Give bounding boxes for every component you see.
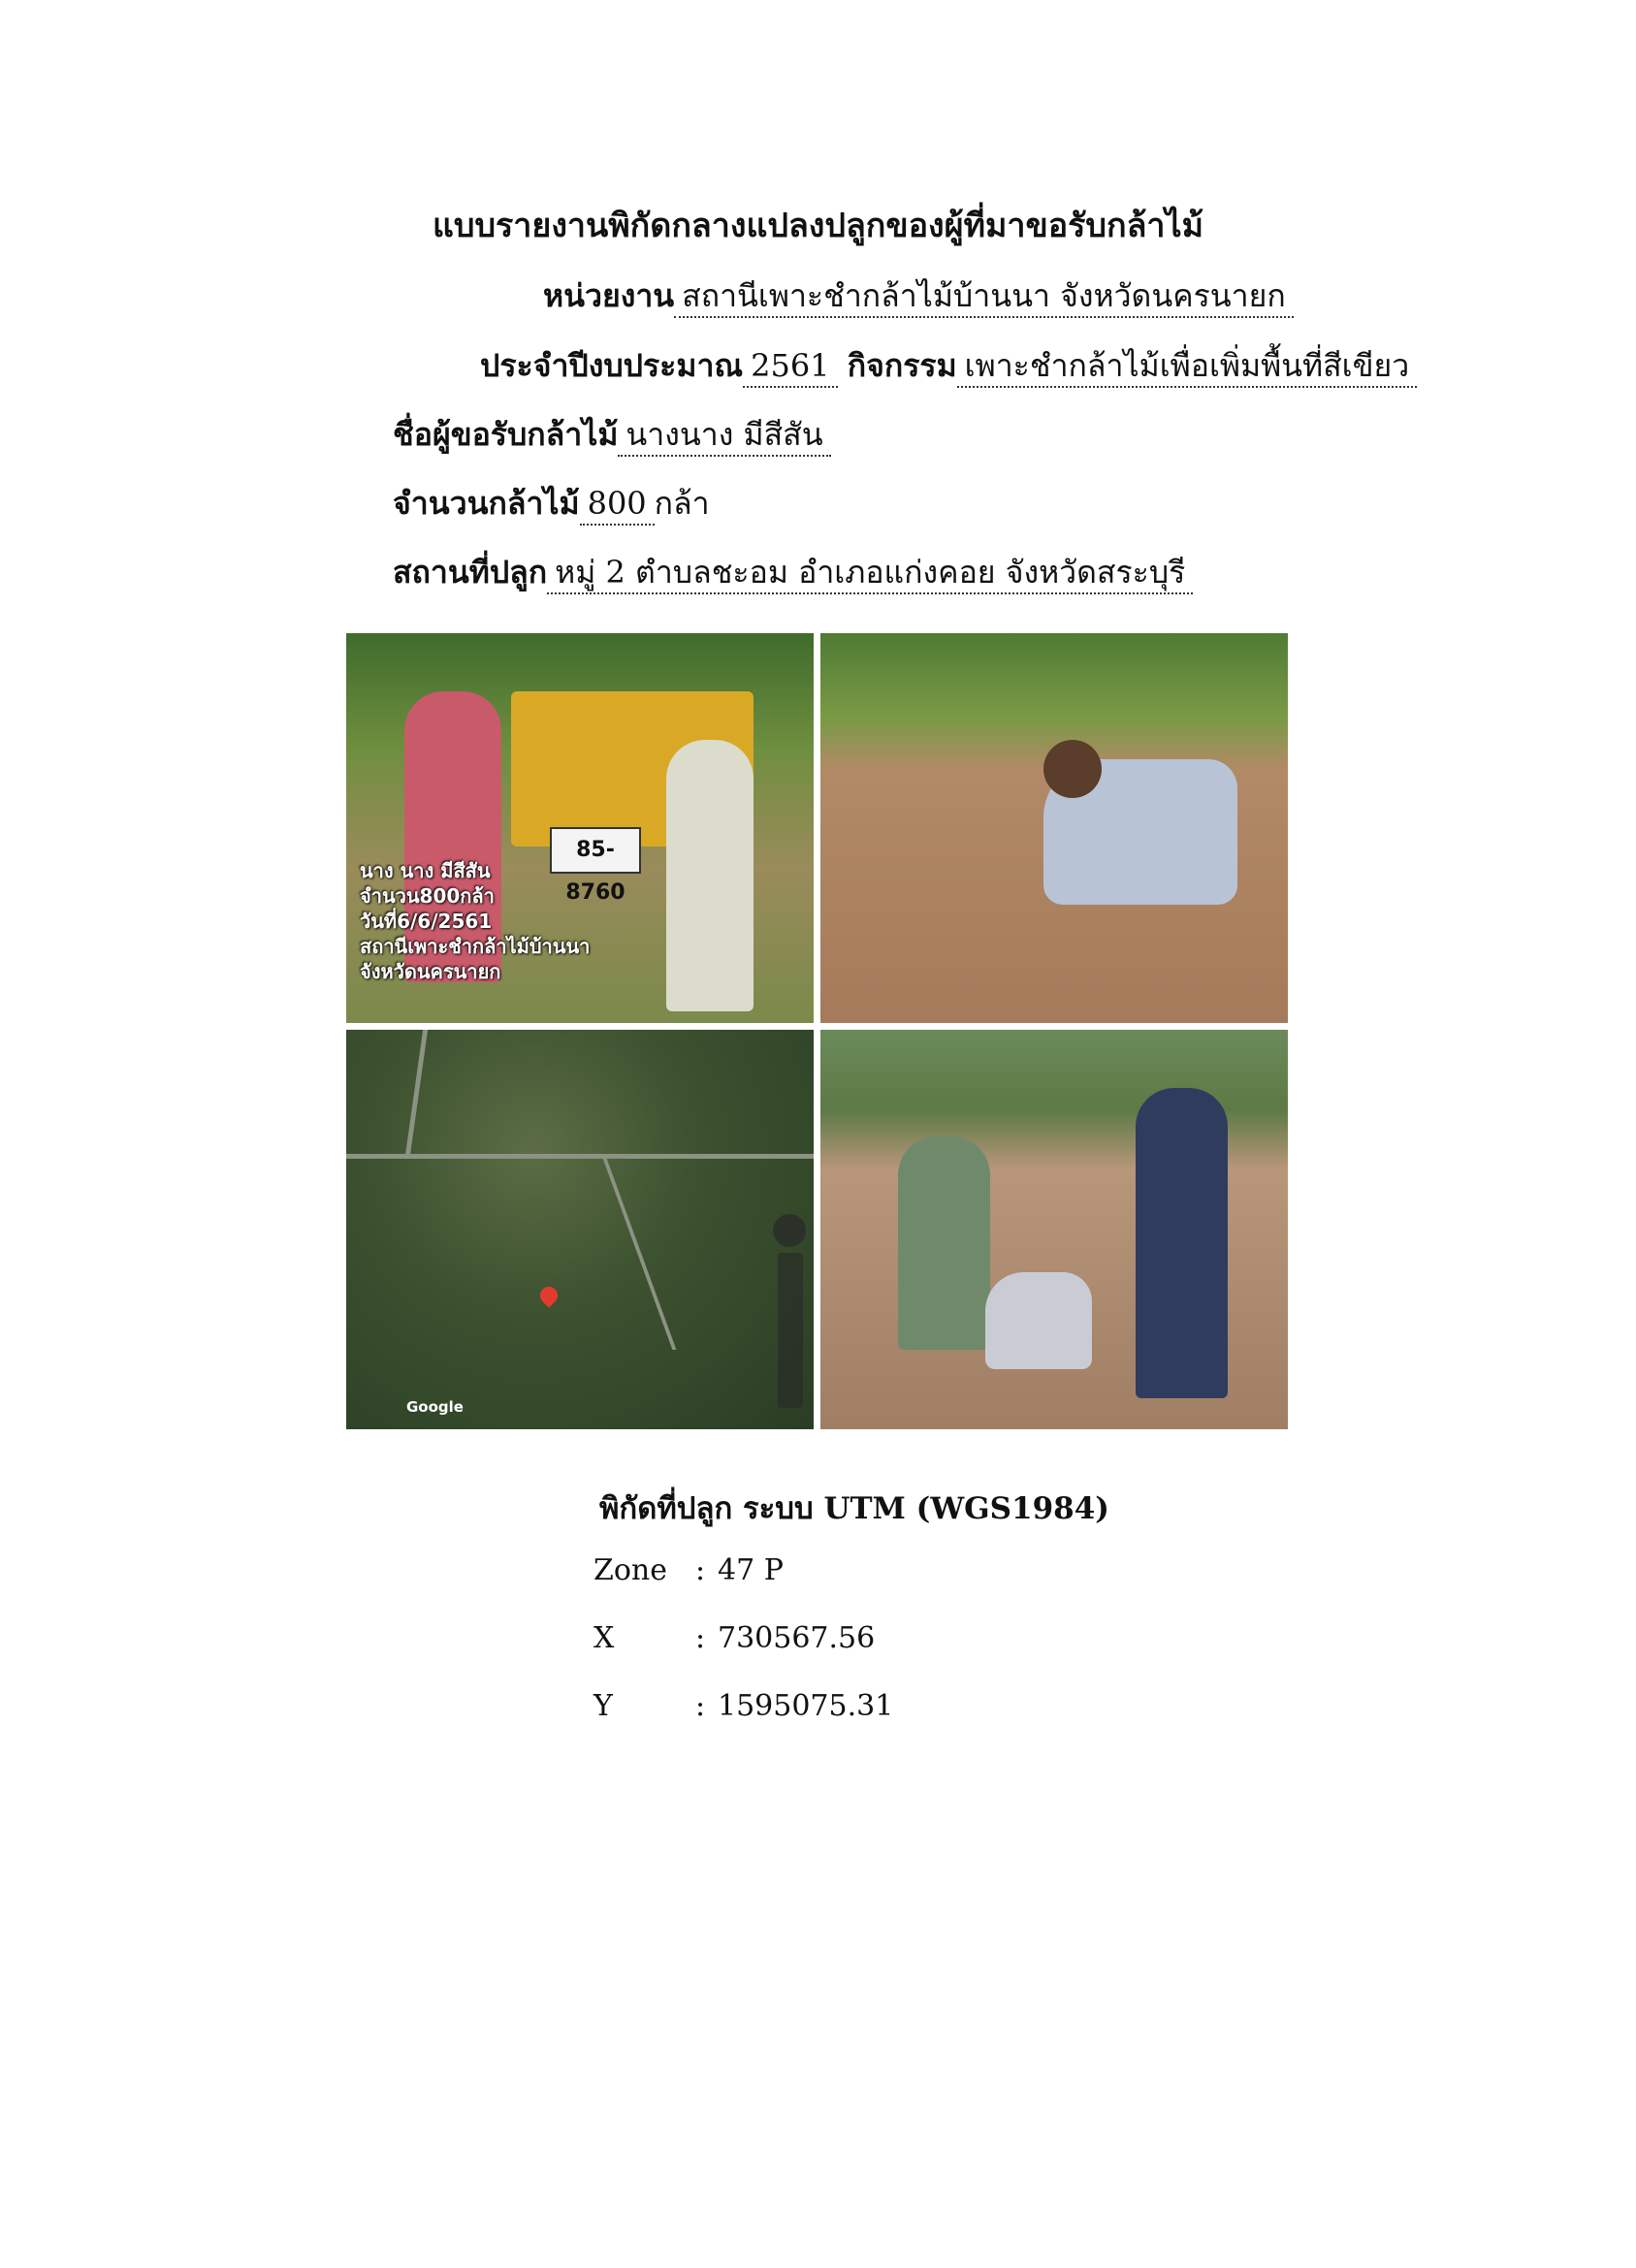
budget-line [480,341,1417,391]
caption-name: นาง นาง มีสีสัน [360,859,491,882]
photo-seedling-handover [346,633,814,1023]
person-left [898,1136,990,1350]
coord-row-x [593,1621,981,1660]
map-road [346,1154,814,1159]
applicant-value: นางนาง มีสีสัน [618,416,830,457]
compass-icon [773,1214,806,1247]
person-officer [666,740,754,1011]
photo-planting [820,633,1288,1023]
caption-province: จังหวัดนครนายก [360,960,501,983]
caption-amount: จำนวน800กล้า [360,884,495,908]
budget-label: ประจำปีงบประมาณ [480,347,744,384]
coord-row-y [593,1689,981,1728]
map-road [602,1156,677,1350]
photo-caption [360,858,590,984]
map-zoom-controls [778,1253,803,1408]
agency-value: สถานีเพาะชำกล้าไม้บ้านนา จังหวัดนครนายก [674,277,1294,318]
person-right [1136,1088,1228,1398]
coord-key: X [593,1621,615,1655]
map-road [405,1030,428,1156]
document-title: แบบรายงานพิกัดกลางแปลงปลูกของผู้ที่มาขอรับกล้าไม้ [432,207,1204,245]
coord-key: Zone [593,1553,667,1587]
coord-value: 730567.56 [718,1621,876,1655]
caption-date: วันที่6/6/2561 [360,910,493,933]
photo-group [820,1030,1288,1429]
coord-row-zone [593,1553,981,1592]
satellite-map [346,1030,814,1429]
coord-value: 1595075.31 [718,1689,894,1723]
coord-colon: : [695,1689,706,1723]
location-pin-icon [536,1283,561,1307]
activity-label: กิจกรรม [847,347,957,384]
coord-colon: : [695,1553,706,1587]
location-label: สถานที่ปลูก [393,554,548,591]
applicant-label: ชื่อผู้ขอรับกล้าไม้ [393,416,619,453]
license-plate: 85-8760 [550,827,641,874]
caption-station: สถานีเพาะชำกล้าไม้บ้านนา [360,935,591,958]
coord-colon: : [695,1621,706,1655]
location-value: หมู่ 2 ตำบลชะอม อำเภอแก่งคอย จังหวัดสระบุรี [547,554,1193,594]
location-line [393,548,1193,597]
amount-unit: กล้า [654,485,710,522]
coord-value: 47 P [718,1553,784,1587]
agency-label: หน่วยงาน [543,277,675,314]
person-kneeling [985,1272,1092,1369]
amount-value: 800 [580,485,655,526]
budget-year: 2561 [743,347,837,388]
person-head [1043,740,1102,798]
coord-key: Y [593,1689,613,1723]
agency-line [543,272,1294,321]
amount-line [393,479,710,528]
utm-title: พิกัดที่ปลูก ระบบ UTM (WGS1984) [599,1491,1109,1526]
applicant-line [393,410,831,460]
activity-value: เพาะชำกล้าไม้เพื่อเพิ่มพื้นที่สีเขียว [957,347,1418,388]
amount-label: จำนวนกล้าไม้ [393,485,580,522]
google-logo: Google [406,1398,464,1416]
